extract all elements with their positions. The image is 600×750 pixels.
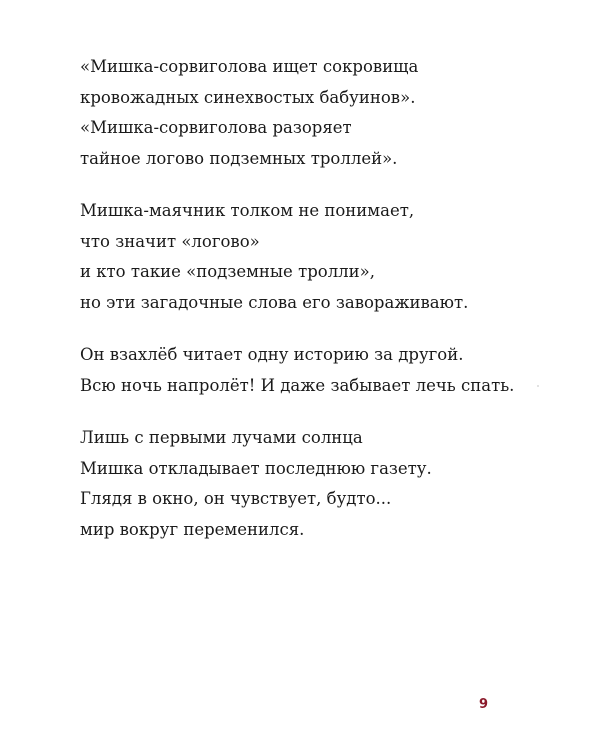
page-number: 9 [479, 697, 489, 712]
stanza-4 [80, 423, 560, 545]
text-line: Мишка откладывает последнюю газету. [80, 458, 432, 478]
text-line: Всю ночь напролёт! И даже забывает лечь спать. [80, 375, 515, 395]
text-line: Глядя в окно, он чувствует, будто... [80, 489, 392, 508]
paper-speck [537, 385, 539, 387]
text-line: но эти загадочные слова его завораживают. [80, 292, 469, 312]
body-text [80, 52, 560, 567]
text-line: мир вокруг переменился. [80, 519, 305, 539]
text-line: «Мишка-сорвиголова ищет сокровища [80, 57, 419, 76]
text-line: Лишь с первыми лучами солнца [80, 428, 363, 447]
stanza-2 [80, 196, 560, 318]
text-line: кровожадных синехвостых бабуинов». [80, 87, 416, 107]
text-line: и кто такие «подземные тролли», [80, 262, 375, 281]
stanza-1 [80, 52, 560, 174]
text-line: что значит «логово» [80, 231, 260, 251]
stanza-3 [80, 340, 560, 401]
text-line: Мишка-маячник толком не понимает, [80, 201, 415, 220]
text-line: «Мишка-сорвиголова разоряет [80, 118, 352, 137]
text-line: Он взахлёб читает одну историю за другой. [80, 345, 464, 364]
text-line: тайное логово подземных троллей». [80, 148, 398, 168]
